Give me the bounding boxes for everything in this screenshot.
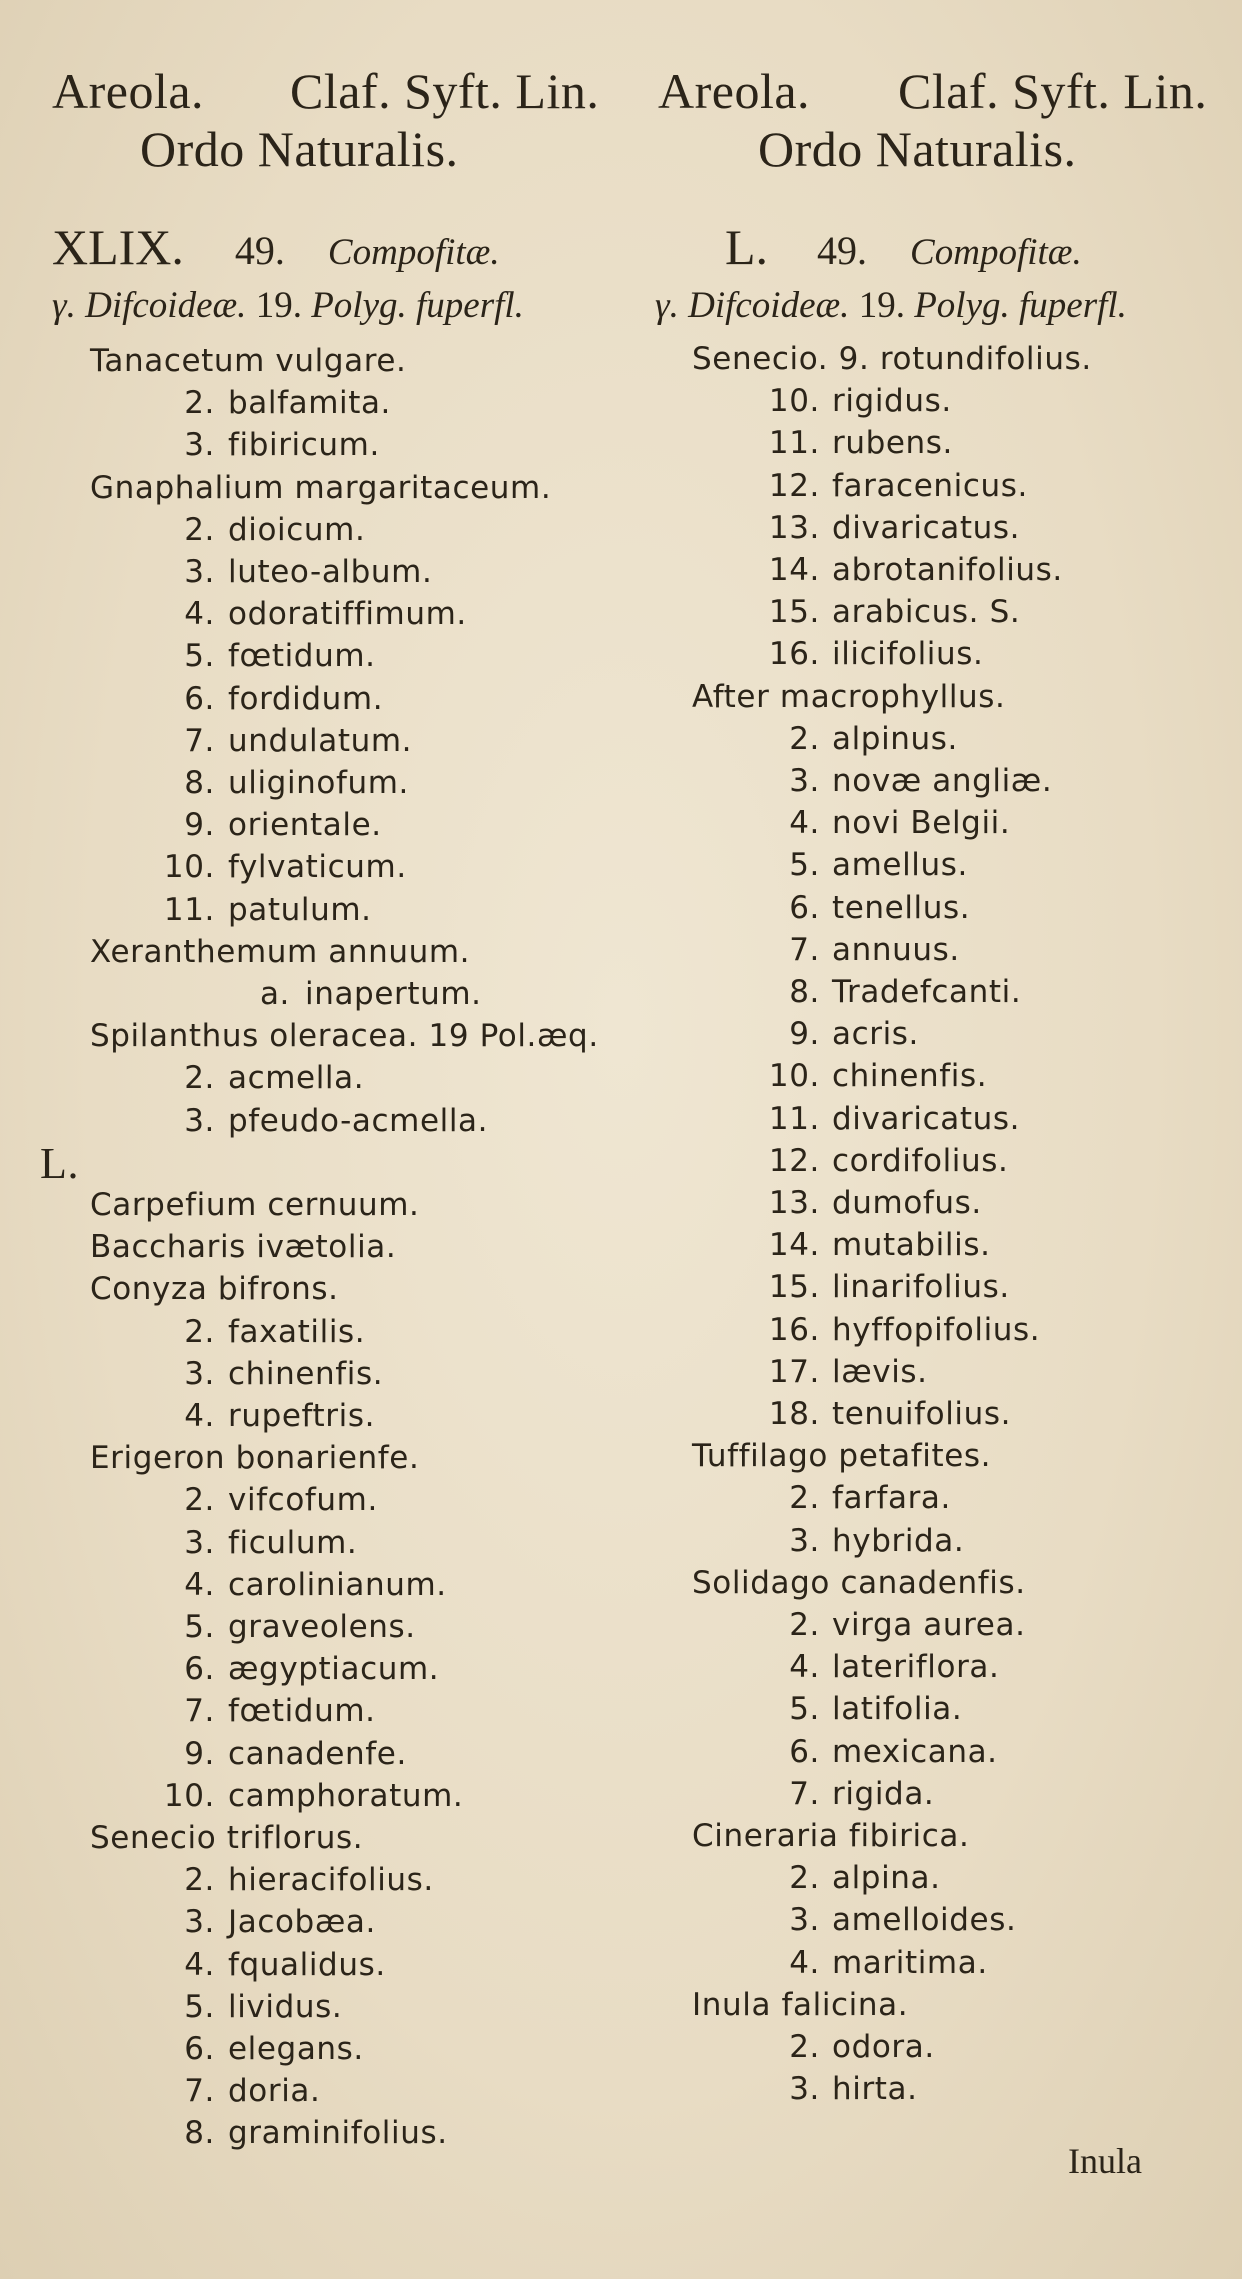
entry-text: orientale. — [228, 807, 382, 844]
entry-number: 3. — [184, 1355, 215, 1392]
entry-number: 9. — [789, 1016, 820, 1053]
species-entry — [0, 424, 600, 467]
species-entry — [640, 844, 1240, 887]
header-ordo-naturalis: Ordo Naturalis. — [758, 121, 1077, 177]
species-entry — [640, 1266, 1240, 1309]
entry-text: graminifolius. — [228, 2115, 448, 2152]
entry-text: Inula falicina. — [692, 1986, 909, 2023]
species-entry — [640, 802, 1240, 845]
entry-text: balfamita. — [228, 385, 392, 422]
species-entry — [640, 1773, 1240, 1816]
species-entry — [0, 1690, 600, 1733]
entry-number: 4. — [184, 1398, 215, 1434]
entry-text: Spilanthus oleracea. 19 Pol.æq. — [90, 1018, 599, 1055]
entry-number: 7. — [789, 931, 820, 968]
entry-number: 4. — [789, 1944, 820, 1981]
entry-text: lividus. — [228, 1988, 343, 2025]
entry-text: amelloides. — [832, 1902, 1017, 1939]
entry-number: 6. — [789, 889, 820, 926]
entry-number: 11. — [163, 891, 215, 928]
right-column — [640, 0, 1240, 2279]
entry-text: Senecio triflorus. — [90, 1820, 364, 1856]
species-entry — [0, 846, 600, 889]
entry-number: 8. — [789, 974, 820, 1010]
entry-text: acris. — [832, 1016, 920, 1053]
entry-text: Erigeron bonarienfe. — [90, 1440, 420, 1477]
species-entry — [0, 1986, 600, 2029]
entry-text: luteo-album. — [228, 554, 433, 590]
species-entry — [0, 720, 600, 763]
entry-number: 7. — [789, 1775, 820, 1812]
species-entry — [0, 1775, 600, 1818]
entry-number: 6. — [184, 2031, 215, 2067]
entry-text: fœtidum. — [228, 1693, 376, 1730]
genus-entry — [0, 1268, 600, 1311]
entry-text: Solidago canadenfis. — [692, 1564, 1026, 1601]
entry-text: amellus. — [832, 847, 968, 884]
entry-text: fqualidus. — [228, 1946, 386, 1983]
species-entry — [640, 422, 1240, 465]
species-entry — [0, 1901, 600, 1944]
species-entry — [640, 718, 1240, 761]
entry-text: fylvaticum. — [228, 849, 407, 886]
species-entry — [640, 1899, 1240, 1942]
entry-text: Tradefcanti. — [832, 974, 1022, 1010]
species-entry — [0, 973, 600, 1016]
entry-number: 14. — [768, 1227, 820, 1264]
entry-number: 13. — [768, 1185, 820, 1221]
entry-number: 12. — [768, 1142, 820, 1179]
entry-number: 3. — [789, 2071, 820, 2108]
entry-text: uliginofum. — [228, 765, 409, 801]
genus-entry — [0, 1015, 600, 1058]
species-entry — [640, 1055, 1240, 1098]
entry-text: undulatum. — [228, 722, 413, 759]
species-entry — [0, 1353, 600, 1396]
species-entry — [640, 1224, 1240, 1267]
entry-text: rupeftris. — [228, 1398, 376, 1434]
species-entry — [0, 762, 600, 805]
entry-number: 8. — [184, 2115, 215, 2152]
section-name: Compofitæ. — [910, 232, 1082, 273]
entry-text: acmella. — [228, 1060, 365, 1097]
entry-number: 3. — [789, 763, 820, 799]
species-entry — [0, 1311, 600, 1354]
header-areola: Areola. — [658, 63, 811, 119]
entry-number: 18. — [768, 1396, 820, 1432]
entry-text: L. — [40, 1138, 80, 1188]
left-subsection-heading — [52, 284, 524, 327]
entry-text: Senecio. 9. rotundifolius. — [692, 341, 1092, 377]
species-entry — [0, 1395, 600, 1438]
entry-text: annuus. — [832, 931, 960, 968]
species-entry — [640, 1140, 1240, 1183]
species-entry — [640, 1857, 1240, 1900]
entry-text: inapertum. — [305, 976, 482, 1012]
entry-number: 16. — [768, 636, 820, 673]
entry-number: 5. — [184, 1609, 215, 1645]
entry-text: camphoratum. — [228, 1777, 464, 1814]
entry-number: 3. — [184, 1524, 215, 1561]
species-entry — [640, 1520, 1240, 1563]
entry-text: rigida. — [832, 1775, 935, 1812]
subsection-number: 19. — [255, 285, 302, 326]
genus-entry — [640, 1984, 1240, 2027]
entry-number: 2. — [184, 1060, 215, 1097]
subsection-polyg: Polyg. fuperfl. — [311, 285, 524, 326]
entry-text: Baccharis ivætolia. — [90, 1229, 397, 1266]
entry-text: latifolia. — [832, 1691, 963, 1728]
genus-entry — [0, 1437, 600, 1480]
genus-entry — [0, 467, 600, 510]
entry-number: 15. — [768, 1269, 820, 1306]
entry-text: tenellus. — [832, 889, 971, 926]
left-column — [0, 0, 600, 2279]
entry-text: After macrophyllus. — [692, 678, 1006, 715]
entry-number: 10. — [768, 383, 820, 420]
entry-text: hirta. — [832, 2071, 918, 2108]
entry-text: Gnaphalium margaritaceum. — [90, 469, 552, 506]
entry-text: novæ angliæ. — [832, 763, 1053, 799]
entry-text: chinenfis. — [832, 1058, 988, 1095]
species-entry — [0, 1564, 600, 1607]
entry-number: 13. — [768, 509, 820, 546]
entry-number: 5. — [184, 638, 215, 675]
entry-text: virga aurea. — [832, 1607, 1026, 1643]
entry-number: 5. — [789, 847, 820, 884]
genus-entry — [640, 676, 1240, 719]
species-entry — [0, 1606, 600, 1649]
entry-number: 3. — [789, 1902, 820, 1939]
header-areola: Areola. — [52, 63, 205, 119]
section-name: Compofitæ. — [327, 232, 500, 273]
entry-text: Tanacetum vulgare. — [90, 343, 407, 379]
left-section-heading — [52, 218, 500, 276]
entry-text: alpina. — [832, 1860, 941, 1897]
subsection-letter: γ. — [655, 285, 679, 326]
species-entry — [640, 633, 1240, 676]
header-ordo-naturalis: Ordo Naturalis. — [140, 121, 459, 177]
entry-text: ilicifolius. — [832, 636, 984, 673]
entry-number: 17. — [768, 1353, 820, 1390]
genus-entry — [0, 340, 600, 383]
entry-text: odora. — [832, 2029, 935, 2065]
subsection-name: Difcoideæ. — [85, 285, 247, 326]
species-entry — [640, 507, 1240, 550]
entry-text: hybrida. — [832, 1522, 965, 1559]
section-marker — [0, 1138, 600, 1188]
entry-text: alpinus. — [832, 720, 958, 757]
entry-text: ficulum. — [228, 1524, 358, 1561]
genus-entry — [0, 931, 600, 974]
entry-text: faracenicus. — [832, 467, 1028, 504]
section-roman: XLIX. — [52, 219, 184, 275]
header-claf-syst-lin: Claf. Syft. Lin. — [898, 63, 1208, 119]
subsection-name: Difcoideæ. — [688, 285, 850, 326]
species-entry — [0, 551, 600, 594]
right-subsection-heading — [655, 284, 1127, 327]
section-number: 49. — [234, 228, 285, 273]
entry-text: fordidum. — [228, 680, 384, 717]
genus-entry — [640, 1815, 1240, 1858]
entry-number: 6. — [184, 680, 215, 717]
species-entry — [640, 1688, 1240, 1731]
species-entry — [640, 1309, 1240, 1352]
entry-text: odoratiffimum. — [228, 596, 467, 633]
species-entry — [0, 593, 600, 636]
entry-text: arabicus. S. — [832, 594, 1021, 631]
entry-number: 9. — [184, 1735, 215, 1772]
entry-number: 4. — [789, 805, 820, 842]
section-roman: L. — [725, 219, 769, 275]
entry-number: 12. — [768, 467, 820, 504]
species-entry — [0, 2028, 600, 2071]
entry-text: mutabilis. — [832, 1227, 991, 1264]
species-entry — [640, 1393, 1240, 1436]
entry-number: 4. — [184, 1566, 215, 1603]
entry-number: 11. — [768, 425, 820, 462]
entry-number: 5. — [789, 1691, 820, 1728]
entry-number: 10. — [163, 849, 215, 886]
entry-text: linarifolius. — [832, 1269, 1010, 1306]
right-section-heading — [725, 218, 1082, 276]
species-entry — [640, 760, 1240, 803]
species-entry — [0, 635, 600, 678]
entry-number: 2. — [184, 1313, 215, 1350]
species-entry — [0, 2112, 600, 2155]
subsection-letter: γ. — [52, 285, 76, 326]
entry-number: 2. — [789, 1480, 820, 1517]
entry-number: 10. — [768, 1058, 820, 1095]
species-entry — [0, 1479, 600, 1522]
species-entry — [640, 1351, 1240, 1394]
species-entry — [640, 2068, 1240, 2111]
species-entry — [0, 1944, 600, 1987]
entry-text: graveolens. — [228, 1609, 416, 1645]
species-entry — [0, 678, 600, 721]
entry-text: tenuifolius. — [832, 1396, 1012, 1432]
header-claf-syst-lin: Claf. Syft. Lin. — [290, 63, 600, 119]
entry-number: 10. — [163, 1777, 215, 1814]
entry-text: fœtidum. — [228, 638, 376, 675]
entry-text: rigidus. — [832, 383, 952, 420]
species-entry — [0, 804, 600, 847]
entry-text: carolinianum. — [228, 1566, 447, 1603]
entry-text: cordifolius. — [832, 1142, 1009, 1179]
entry-number: 4. — [184, 1946, 215, 1983]
entry-text: Carpefium cernuum. — [90, 1187, 420, 1223]
entry-number: 3. — [184, 554, 215, 590]
species-entry — [0, 2070, 600, 2113]
entry-number: 11. — [768, 1100, 820, 1137]
species-entry — [640, 887, 1240, 930]
entry-number: 7. — [184, 2073, 215, 2110]
genus-entry — [0, 1184, 600, 1227]
species-entry — [640, 1013, 1240, 1056]
genus-entry — [0, 1817, 600, 1860]
species-entry — [640, 1182, 1240, 1225]
species-entry — [0, 382, 600, 425]
subsection-number: 19. — [858, 285, 905, 326]
entry-number: 6. — [789, 1733, 820, 1770]
entry-text: lateriflora. — [832, 1649, 1000, 1686]
entry-number: 16. — [768, 1311, 820, 1348]
species-entry — [0, 1057, 600, 1100]
entry-number: 2. — [184, 511, 215, 548]
entry-text: canadenfe. — [228, 1735, 407, 1772]
genus-entry — [640, 338, 1240, 381]
genus-entry — [0, 1226, 600, 1269]
species-entry — [640, 1942, 1240, 1985]
entry-text: Xeranthemum annuum. — [90, 933, 471, 970]
species-entry — [640, 929, 1240, 972]
species-entry — [640, 465, 1240, 508]
species-entry — [640, 2026, 1240, 2069]
entry-number: 2. — [184, 1862, 215, 1899]
species-entry — [640, 1646, 1240, 1689]
species-entry — [640, 1731, 1240, 1774]
entry-number: 9. — [184, 807, 215, 844]
entry-text: rubens. — [832, 425, 953, 462]
species-entry — [640, 1604, 1240, 1647]
entry-text: vifcofum. — [228, 1482, 378, 1519]
entry-number: 15. — [768, 594, 820, 631]
entry-text: abrotanifolius. — [832, 552, 1063, 588]
entry-number: 14. — [768, 552, 820, 588]
entry-number: 7. — [184, 722, 215, 759]
species-entry — [0, 1733, 600, 1776]
entry-number: 7. — [184, 1693, 215, 1730]
entry-text: elegans. — [228, 2031, 364, 2067]
genus-entry — [640, 1435, 1240, 1478]
species-entry — [640, 549, 1240, 592]
entry-text: Tuffilago petafites. — [692, 1438, 992, 1475]
entry-number: a. — [259, 976, 290, 1012]
entry-text: farfara. — [832, 1480, 951, 1517]
entry-text: dumofus. — [832, 1185, 982, 1221]
entry-number: 2. — [789, 720, 820, 757]
species-entry — [0, 1648, 600, 1691]
entry-text: fibiricum. — [228, 427, 380, 464]
entry-number: 2. — [789, 1860, 820, 1897]
entry-number: 8. — [184, 765, 215, 801]
entry-text: doria. — [228, 2073, 321, 2110]
entry-number: 6. — [184, 1651, 215, 1688]
species-entry — [640, 1477, 1240, 1520]
entry-number: 2. — [184, 385, 215, 422]
species-entry — [0, 889, 600, 932]
entry-number: 5. — [184, 1988, 215, 2025]
entry-text: divaricatus. — [832, 1100, 1021, 1137]
entry-text: dioicum. — [228, 511, 366, 548]
entry-text: Jacobæa. — [228, 1904, 376, 1941]
species-entry — [640, 971, 1240, 1014]
subsection-polyg: Polyg. fuperfl. — [914, 285, 1127, 326]
entry-text: ægyptiacum. — [228, 1651, 440, 1688]
entry-number: 4. — [789, 1649, 820, 1686]
entry-text: faxatilis. — [228, 1313, 366, 1350]
entry-text: chinenfis. — [228, 1355, 384, 1392]
entry-number: 3. — [789, 1522, 820, 1559]
species-entry — [640, 1098, 1240, 1141]
entry-text: patulum. — [228, 891, 372, 928]
species-entry — [0, 1100, 600, 1143]
entry-text: hieracifolius. — [228, 1862, 434, 1899]
entry-text: Cineraria fibirica. — [692, 1818, 970, 1854]
entry-number: 2. — [789, 2029, 820, 2065]
entry-text: divaricatus. — [832, 509, 1021, 546]
species-entry — [0, 1859, 600, 1902]
entry-number: 3. — [184, 1904, 215, 1941]
entry-number: 4. — [184, 596, 215, 633]
species-entry — [0, 509, 600, 552]
entry-number: 2. — [789, 1607, 820, 1643]
entry-number: 3. — [184, 427, 215, 464]
entry-text: maritima. — [832, 1944, 988, 1981]
species-entry — [0, 1522, 600, 1565]
species-entry — [640, 380, 1240, 423]
entry-text: novi Belgii. — [832, 805, 1011, 842]
entry-text: Conyza bifrons. — [90, 1271, 339, 1308]
entry-text: hyffopifolius. — [832, 1311, 1041, 1348]
species-entry — [640, 591, 1240, 634]
catchword: Inula — [1068, 2141, 1142, 2181]
entry-text: mexicana. — [832, 1733, 998, 1770]
entry-number: 2. — [184, 1482, 215, 1519]
genus-entry — [640, 1562, 1240, 1605]
section-number: 49. — [817, 228, 868, 273]
entry-text: pfeudo-acmella. — [228, 1102, 489, 1139]
entry-number: 3. — [184, 1102, 215, 1139]
entry-text: lævis. — [832, 1353, 928, 1390]
